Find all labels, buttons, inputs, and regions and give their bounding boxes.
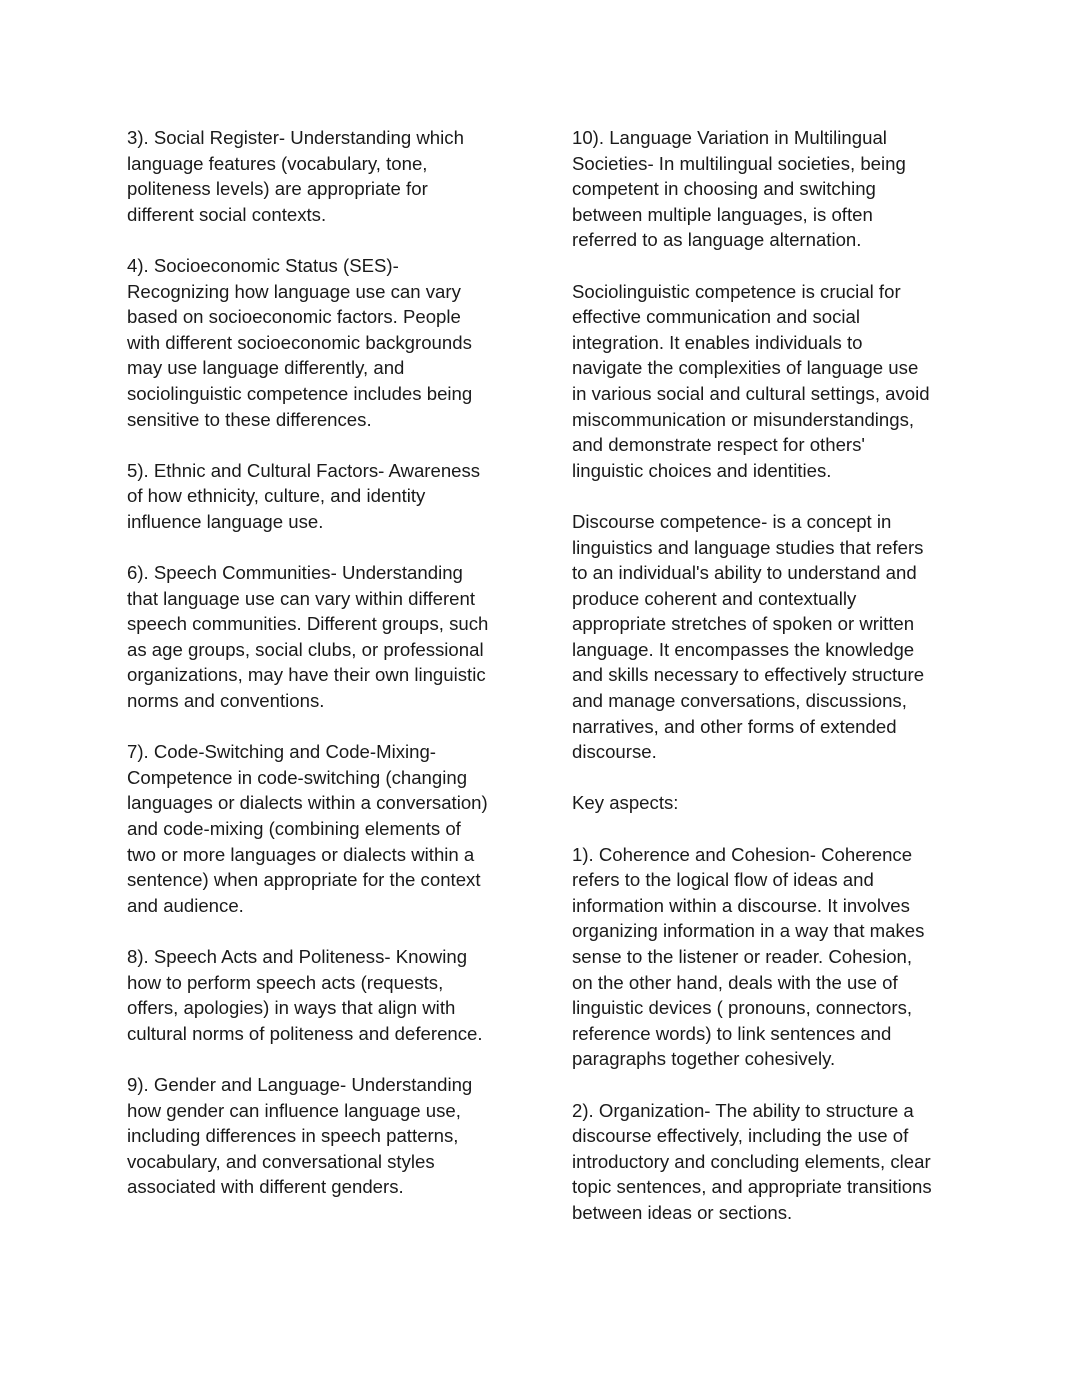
right-column bbox=[572, 125, 957, 1226]
text-line: sentence) when appropriate for the context bbox=[127, 869, 481, 891]
text-line: cultural norms of politeness and deference. bbox=[127, 1022, 483, 1044]
text-line: miscommunication or misunderstandings, bbox=[572, 408, 915, 430]
text-line: speech communities. Different groups, such bbox=[127, 613, 489, 635]
text-line: on the other hand, deals with the use of bbox=[572, 971, 898, 993]
text-line: politeness levels) are appropriate for bbox=[127, 178, 428, 200]
text-line: reference words) to link sentences and bbox=[572, 1022, 892, 1044]
text-line: linguistic choices and identities. bbox=[572, 459, 832, 481]
text-line: associated with different genders. bbox=[127, 1176, 404, 1198]
text-line: Competence in code-switching (changing bbox=[127, 766, 468, 788]
paragraph-speech-communities bbox=[127, 560, 512, 714]
text-line: linguistics and language studies that refers bbox=[572, 536, 924, 558]
paragraph-key-aspects-heading bbox=[572, 790, 957, 816]
paragraph-gender-language bbox=[127, 1072, 512, 1200]
text-line: based on socioeconomic factors. People bbox=[127, 306, 461, 328]
text-line: offers, apologies) in ways that align with bbox=[127, 997, 456, 1019]
text-line: languages or dialects within a conversation) bbox=[127, 792, 488, 814]
text-line: and code-mixing (combining elements of bbox=[127, 818, 461, 840]
text-line: how gender can influence language use, bbox=[127, 1099, 461, 1121]
paragraph-socioeconomic-status bbox=[127, 253, 512, 432]
text-line: introductory and concluding elements, clear bbox=[572, 1150, 931, 1172]
text-line: organizing information in a way that makes bbox=[572, 920, 925, 942]
text-line: and demonstrate respect for others' bbox=[572, 434, 865, 456]
text-line: influence language use. bbox=[127, 510, 324, 532]
text-line: and skills necessary to effectively structure bbox=[572, 664, 925, 686]
paragraph-ethnic-cultural-factors bbox=[127, 458, 512, 535]
text-line: linguistic devices ( pronouns, connectors, bbox=[572, 997, 913, 1019]
text-line: paragraphs together cohesively. bbox=[572, 1048, 836, 1070]
paragraph-speech-acts-politeness bbox=[127, 944, 512, 1046]
text-line: between ideas or sections. bbox=[572, 1201, 793, 1223]
text-line: appropriate stretches of spoken or written bbox=[572, 613, 915, 635]
text-line: language. It encompasses the knowledge bbox=[572, 638, 915, 660]
text-line: produce coherent and contextually bbox=[572, 587, 857, 609]
text-line: to an individual's ability to understand and bbox=[572, 562, 917, 584]
text-line: two or more languages or dialects within a bbox=[127, 843, 475, 865]
text-line: in various social and cultural settings, avoid bbox=[572, 382, 930, 404]
text-line: refers to the logical flow of ideas and bbox=[572, 869, 874, 891]
text-line: effective communication and social bbox=[572, 306, 861, 328]
paragraph-social-register bbox=[127, 125, 512, 227]
paragraph-sociolinguistic-competence bbox=[572, 279, 957, 484]
text-line: topic sentences, and appropriate transitions bbox=[572, 1176, 932, 1198]
text-line: and audience. bbox=[127, 894, 244, 916]
text-line: 1). Coherence and Cohesion- Coherence bbox=[572, 843, 913, 865]
text-line: discourse. bbox=[572, 741, 657, 763]
paragraph-language-variation bbox=[572, 125, 957, 253]
text-line: 10). Language Variation in Multilingual bbox=[572, 127, 887, 148]
text-line: language features (vocabulary, tone, bbox=[127, 152, 428, 174]
text-line: Recognizing how language use can vary bbox=[127, 280, 461, 302]
text-line: how to perform speech acts (requests, bbox=[127, 971, 444, 993]
text-line: information within a discourse. It involves bbox=[572, 894, 910, 916]
paragraph-coherence-cohesion bbox=[572, 842, 957, 1072]
text-line: discourse effectively, including the use of bbox=[572, 1125, 909, 1147]
text-line: 4). Socioeconomic Status (SES)- bbox=[127, 254, 399, 276]
text-line: navigate the complexities of language use bbox=[572, 357, 919, 379]
text-line: Key aspects: bbox=[572, 792, 679, 814]
text-line: referred to as language alternation. bbox=[572, 229, 862, 251]
text-line: competent in choosing and switching bbox=[572, 178, 876, 200]
text-line: of how ethnicity, culture, and identity bbox=[127, 485, 426, 507]
text-line: Societies- In multilingual societies, being bbox=[572, 152, 906, 174]
text-line: sensitive to these differences. bbox=[127, 408, 372, 430]
text-line: including differences in speech patterns, bbox=[127, 1125, 459, 1147]
text-line: norms and conventions. bbox=[127, 690, 325, 712]
text-line: Sociolinguistic competence is crucial for bbox=[572, 280, 901, 302]
text-line: 2). Organization- The ability to structure a bbox=[572, 1099, 914, 1121]
text-line: integration. It enables individuals to bbox=[572, 331, 863, 353]
text-line: 7). Code-Switching and Code-Mixing- bbox=[127, 741, 437, 763]
paragraph-organization bbox=[572, 1098, 957, 1226]
text-line: between multiple languages, is often bbox=[572, 203, 873, 225]
text-line: different social contexts. bbox=[127, 203, 327, 225]
text-line: organizations, may have their own linguistic bbox=[127, 664, 486, 686]
paragraph-discourse-competence bbox=[572, 509, 957, 765]
text-line: 3). Social Register- Understanding which bbox=[127, 127, 464, 148]
left-column bbox=[127, 125, 512, 1200]
text-line: 9). Gender and Language- Understanding bbox=[127, 1073, 473, 1095]
text-line: as age groups, social clubs, or professional bbox=[127, 638, 484, 660]
text-line: may use language differently, and bbox=[127, 357, 405, 379]
text-line: 5). Ethnic and Cultural Factors- Awareness bbox=[127, 459, 481, 481]
text-line: sociolinguistic competence includes being bbox=[127, 382, 473, 404]
text-line: vocabulary, and conversational styles bbox=[127, 1150, 435, 1172]
text-line: that language use can vary within different bbox=[127, 587, 475, 609]
paragraph-code-switching bbox=[127, 739, 512, 918]
text-line: with different socioeconomic backgrounds bbox=[127, 331, 472, 353]
text-line: narratives, and other forms of extended bbox=[572, 715, 897, 737]
text-line: sense to the listener or reader. Cohesion, bbox=[572, 946, 913, 967]
text-line: 8). Speech Acts and Politeness- Knowing bbox=[127, 946, 468, 967]
text-line: Discourse competence- is a concept in bbox=[572, 510, 892, 532]
text-line: and manage conversations, discussions, bbox=[572, 690, 907, 712]
text-line: 6). Speech Communities- Understanding bbox=[127, 562, 463, 584]
